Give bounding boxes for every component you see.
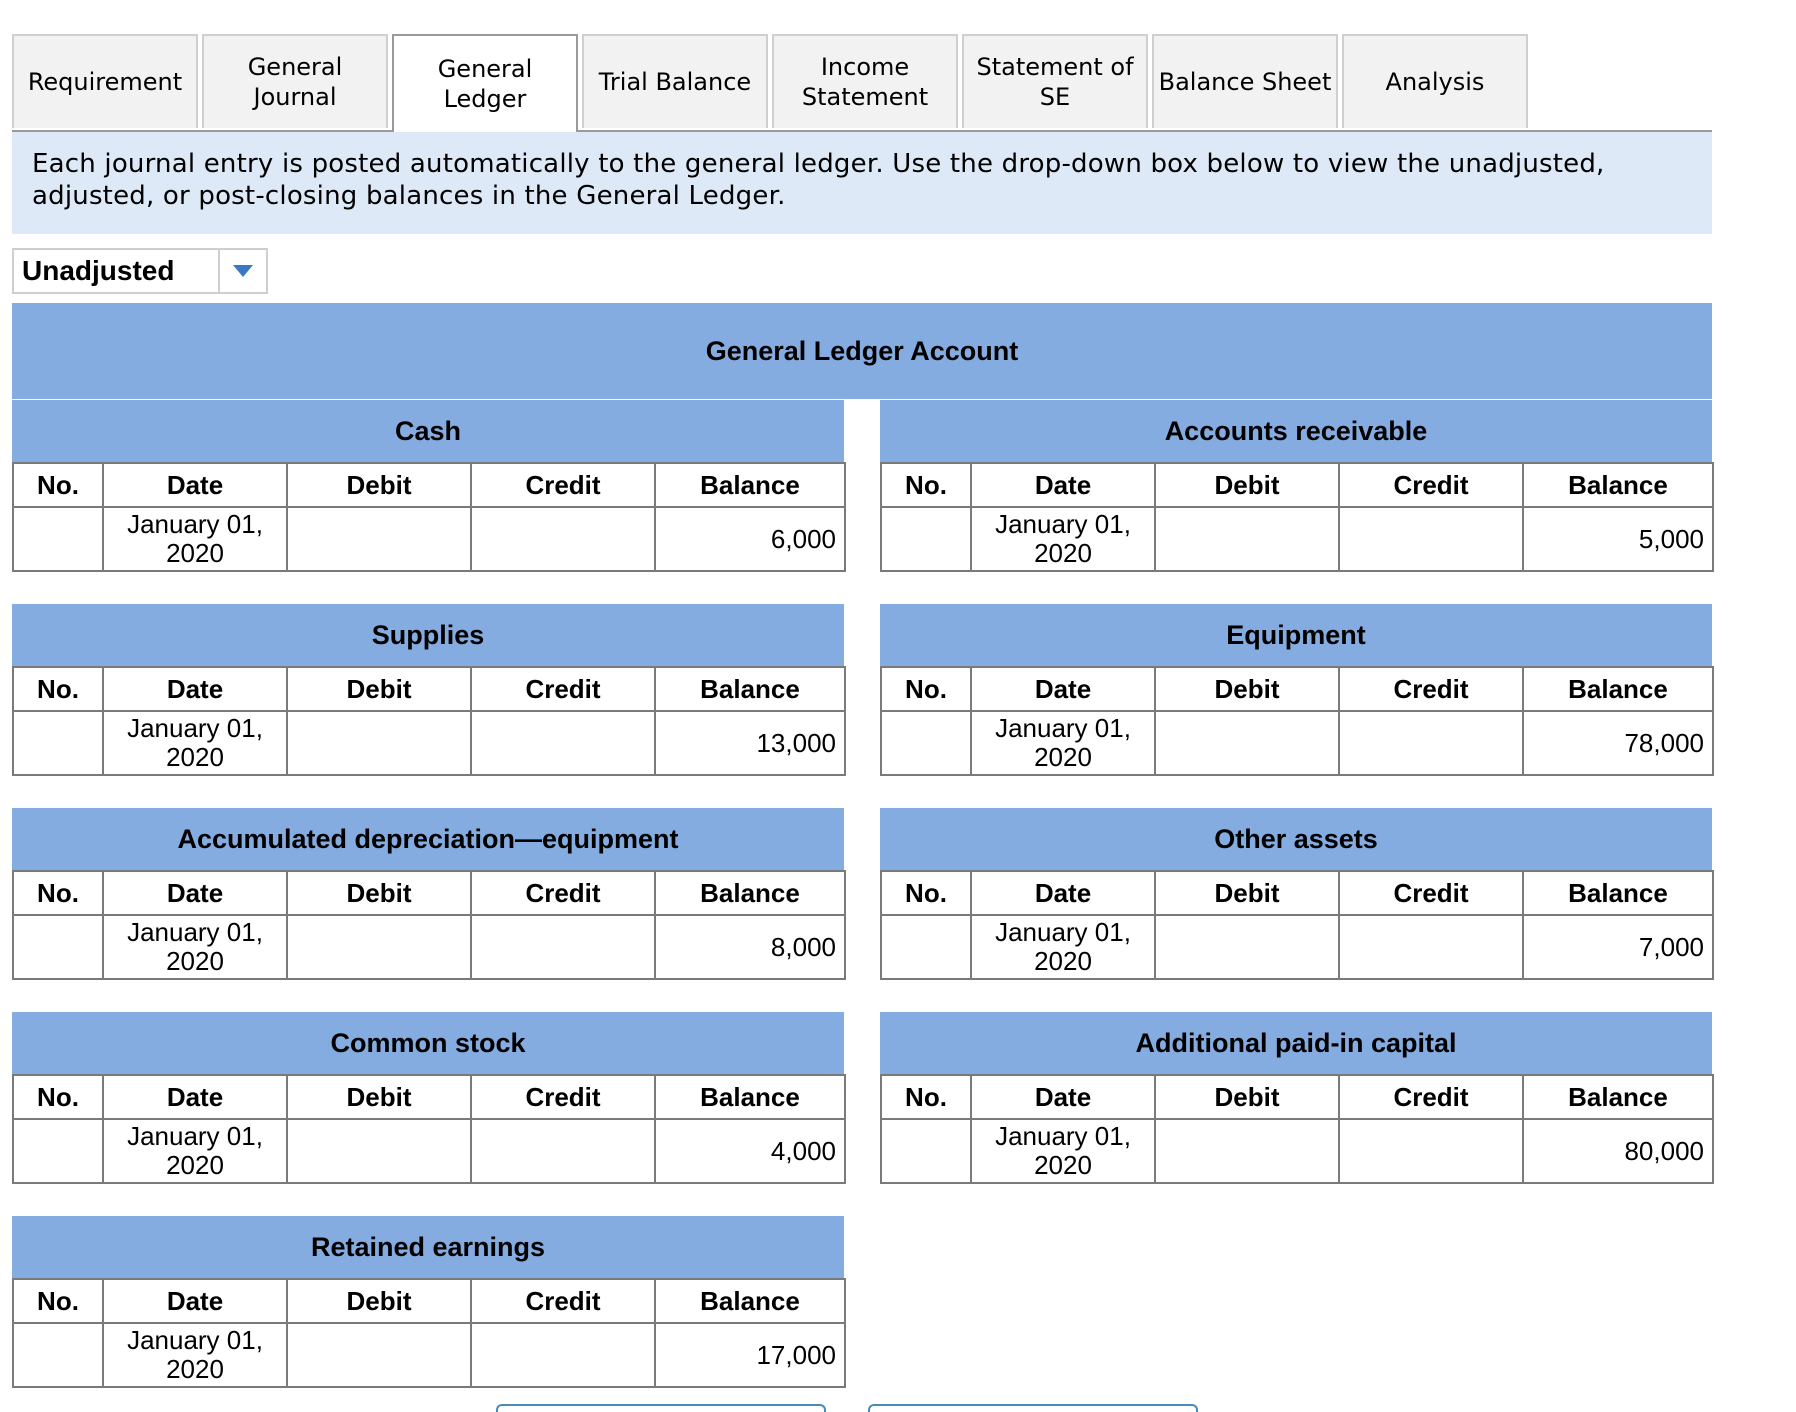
account-row	[881, 507, 1713, 571]
cell-debit	[1155, 915, 1339, 979]
cell-debit	[287, 1119, 471, 1183]
cell-debit	[1155, 507, 1339, 571]
col-header-balance: Balance	[1523, 667, 1713, 711]
cell-date: January 01, 2020	[103, 1323, 287, 1387]
bottom-button-left[interactable]	[496, 1404, 826, 1412]
account-table	[12, 666, 846, 776]
account-name: Additional paid-in capital	[880, 1012, 1712, 1074]
col-header-no: No.	[881, 871, 971, 915]
cell-debit	[1155, 1119, 1339, 1183]
col-header-no: No.	[13, 667, 103, 711]
cell-balance: 8,000	[655, 915, 845, 979]
tab-bar	[12, 34, 1712, 132]
ledger-account	[880, 808, 1712, 980]
bottom-button-right[interactable]	[868, 1404, 1198, 1412]
cell-debit	[1155, 711, 1339, 775]
ledger-account	[12, 1216, 844, 1388]
account-name: Cash	[12, 400, 844, 462]
balance-view-dropdown[interactable]	[12, 248, 268, 294]
account-row	[881, 1119, 1713, 1183]
cell-debit	[287, 1323, 471, 1387]
col-header-debit: Debit	[287, 871, 471, 915]
col-header-no: No.	[13, 871, 103, 915]
col-header-date: Date	[971, 463, 1155, 507]
cell-date: January 01, 2020	[103, 1119, 287, 1183]
account-table	[880, 666, 1714, 776]
col-header-date: Date	[103, 1075, 287, 1119]
ledger-account	[12, 808, 844, 980]
col-header-date: Date	[103, 463, 287, 507]
account-row	[881, 711, 1713, 775]
account-row	[13, 507, 845, 571]
cell-no	[881, 915, 971, 979]
account-header-row	[13, 871, 845, 915]
cell-date: January 01, 2020	[103, 915, 287, 979]
account-header-row	[881, 871, 1713, 915]
col-header-date: Date	[103, 871, 287, 915]
col-header-date: Date	[971, 1075, 1155, 1119]
col-header-debit: Debit	[1155, 463, 1339, 507]
cell-balance: 6,000	[655, 507, 845, 571]
col-header-credit: Credit	[471, 871, 655, 915]
col-header-debit: Debit	[1155, 667, 1339, 711]
account-row	[13, 1119, 845, 1183]
account-name: Retained earnings	[12, 1216, 844, 1278]
cell-no	[881, 1119, 971, 1183]
col-header-date: Date	[971, 871, 1155, 915]
cell-no	[881, 507, 971, 571]
cell-balance: 5,000	[1523, 507, 1713, 571]
ledger-account	[12, 1012, 844, 1184]
cell-date: January 01, 2020	[971, 507, 1155, 571]
cell-credit	[471, 711, 655, 775]
col-header-debit: Debit	[287, 667, 471, 711]
tab-requirement[interactable]: Requirement	[12, 34, 198, 128]
col-header-credit: Credit	[1339, 1075, 1523, 1119]
cell-balance: 13,000	[655, 711, 845, 775]
account-name: Accumulated depreciation—equipment	[12, 808, 844, 870]
cell-credit	[1339, 507, 1523, 571]
account-name: Other assets	[880, 808, 1712, 870]
tab-income-statement[interactable]: Income Statement	[772, 34, 958, 128]
account-table	[880, 462, 1714, 572]
account-table	[12, 462, 846, 572]
col-header-balance: Balance	[655, 463, 845, 507]
cell-credit	[471, 1119, 655, 1183]
cell-debit	[287, 915, 471, 979]
cell-no	[13, 915, 103, 979]
col-header-debit: Debit	[287, 1075, 471, 1119]
tab-trial-balance[interactable]: Trial Balance	[582, 34, 768, 128]
ledger-title: General Ledger Account	[12, 303, 1712, 399]
account-name: Common stock	[12, 1012, 844, 1074]
account-name: Accounts receivable	[880, 400, 1712, 462]
instructions-text: Each journal entry is posted automatically to the general ledger. Use the drop-down box below to view the unadjusted, adjusted, or post-closing balances in the General Ledger.	[12, 132, 1712, 234]
col-header-credit: Credit	[1339, 463, 1523, 507]
account-row	[881, 915, 1713, 979]
col-header-date: Date	[103, 667, 287, 711]
cell-balance: 17,000	[655, 1323, 845, 1387]
account-table	[12, 870, 846, 980]
col-header-balance: Balance	[1523, 1075, 1713, 1119]
cell-credit	[1339, 1119, 1523, 1183]
account-table	[12, 1074, 846, 1184]
account-row	[13, 915, 845, 979]
tab-statement-of-se[interactable]: Statement of SE	[962, 34, 1148, 128]
ledger-account	[880, 1012, 1712, 1184]
account-name: Supplies	[12, 604, 844, 666]
cell-no	[13, 711, 103, 775]
col-header-credit: Credit	[471, 463, 655, 507]
col-header-credit: Credit	[471, 1279, 655, 1323]
cell-credit	[1339, 711, 1523, 775]
col-header-balance: Balance	[655, 1075, 845, 1119]
col-header-no: No.	[881, 463, 971, 507]
account-header-row	[13, 1279, 845, 1323]
col-header-no: No.	[13, 1279, 103, 1323]
col-header-debit: Debit	[287, 1279, 471, 1323]
cell-no	[13, 1119, 103, 1183]
ledger-account	[12, 604, 844, 776]
account-table	[12, 1278, 846, 1388]
col-header-credit: Credit	[1339, 667, 1523, 711]
cell-date: January 01, 2020	[971, 915, 1155, 979]
cell-debit	[287, 507, 471, 571]
account-header-row	[881, 1075, 1713, 1119]
cell-date: January 01, 2020	[103, 507, 287, 571]
col-header-debit: Debit	[287, 463, 471, 507]
ledger-account	[12, 400, 844, 572]
col-header-debit: Debit	[1155, 871, 1339, 915]
cell-balance: 7,000	[1523, 915, 1713, 979]
col-header-balance: Balance	[655, 667, 845, 711]
cell-no	[13, 507, 103, 571]
col-header-credit: Credit	[471, 667, 655, 711]
col-header-no: No.	[13, 463, 103, 507]
account-header-row	[881, 463, 1713, 507]
account-header-row	[881, 667, 1713, 711]
col-header-date: Date	[103, 1279, 287, 1323]
cell-date: January 01, 2020	[971, 711, 1155, 775]
cell-credit	[471, 915, 655, 979]
cell-no	[881, 711, 971, 775]
col-header-no: No.	[881, 667, 971, 711]
cell-balance: 78,000	[1523, 711, 1713, 775]
col-header-credit: Credit	[1339, 871, 1523, 915]
col-header-date: Date	[971, 667, 1155, 711]
tab-general-journal[interactable]: General Journal	[202, 34, 388, 128]
col-header-no: No.	[881, 1075, 971, 1119]
cell-balance: 4,000	[655, 1119, 845, 1183]
ledger-account	[880, 604, 1712, 776]
col-header-balance: Balance	[655, 871, 845, 915]
cell-debit	[287, 711, 471, 775]
cell-credit	[1339, 915, 1523, 979]
cell-balance: 80,000	[1523, 1119, 1713, 1183]
cell-no	[13, 1323, 103, 1387]
tab-analysis[interactable]: Analysis	[1342, 34, 1528, 128]
col-header-balance: Balance	[1523, 463, 1713, 507]
col-header-balance: Balance	[1523, 871, 1713, 915]
account-row	[13, 711, 845, 775]
col-header-no: No.	[13, 1075, 103, 1119]
account-name: Equipment	[880, 604, 1712, 666]
account-row	[13, 1323, 845, 1387]
cell-date: January 01, 2020	[103, 711, 287, 775]
account-table	[880, 870, 1714, 980]
account-header-row	[13, 463, 845, 507]
account-table	[880, 1074, 1714, 1184]
col-header-balance: Balance	[655, 1279, 845, 1323]
tab-balance-sheet[interactable]: Balance Sheet	[1152, 34, 1338, 128]
col-header-credit: Credit	[471, 1075, 655, 1119]
col-header-debit: Debit	[1155, 1075, 1339, 1119]
cell-credit	[471, 1323, 655, 1387]
cell-credit	[471, 507, 655, 571]
triangle-down-icon[interactable]	[220, 264, 266, 278]
account-header-row	[13, 667, 845, 711]
dropdown-value: Unadjusted	[14, 250, 220, 292]
tab-general-ledger[interactable]: General Ledger	[392, 34, 578, 132]
account-header-row	[13, 1075, 845, 1119]
ledger-account	[880, 400, 1712, 572]
cell-date: January 01, 2020	[971, 1119, 1155, 1183]
